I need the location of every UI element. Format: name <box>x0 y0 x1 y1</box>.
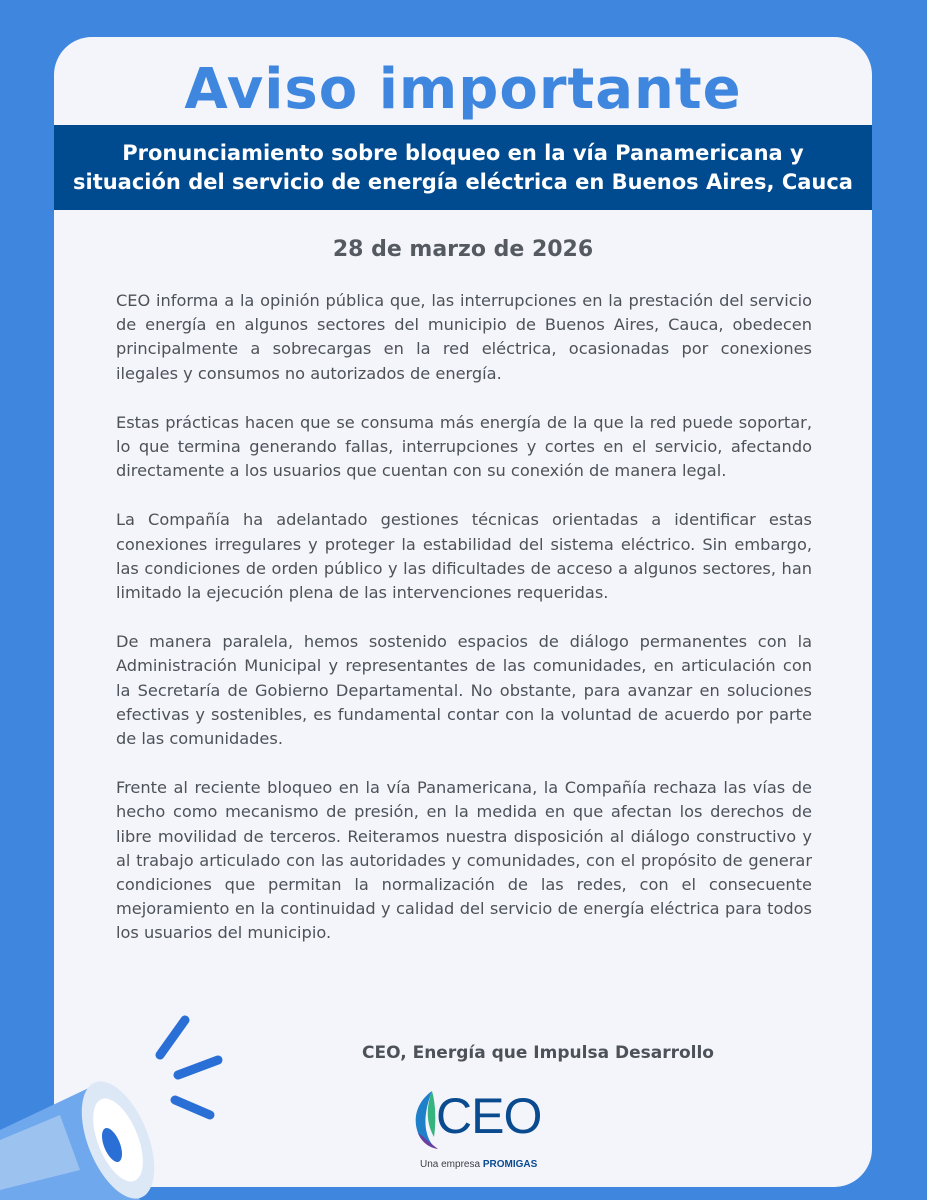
megaphone-icon <box>0 980 260 1200</box>
notice-date: 28 de marzo de 2026 <box>332 237 594 262</box>
signature: CEO, Energía que Impulsa Desarrollo <box>362 1043 714 1063</box>
tagline-prefix: Una empresa <box>420 1159 483 1170</box>
tagline-brand: PROMIGAS <box>482 1159 538 1170</box>
leaf-icon <box>406 1087 440 1151</box>
paragraph: De manera paralela, hemos sostenido espacios de diálogo permanentes con la Administración Municipal y representantes de las comunidades, en articulación con la Secretaría de Gobierno Departamental. No obstante, para avanzar en soluciones efectivas y sostenibles, es fundamental contar con la voluntad de acuerdo por parte de las comunidades. <box>116 632 812 749</box>
headline-line-2: situación del servicio de energía eléctrica en Buenos Aires, Cauca <box>73 169 853 194</box>
page-title: Aviso importante <box>184 57 742 122</box>
headline-banner <box>54 125 872 210</box>
notice-body <box>116 289 812 971</box>
headline-line-1: Pronunciamiento sobre bloqueo en la vía Panamericana y <box>122 140 804 165</box>
logo-tagline <box>420 1159 537 1170</box>
paragraph: Frente al reciente bloqueo en la vía Panamericana, la Compañía rechaza las vías de hecho como mecanismo de presión, en la medida en que afectan los derechos de libre movilidad de terceros. Reiteramos nuestra disposición al diálogo constructivo y al trabajo articulado con las autoridades y comunidades, con el propósito de generar condiciones que permitan la normalización de las redes, con el consecuente mejoramiento en la continuidad y calidad del servicio de energía eléctrica para todos los usuarios del municipio. <box>116 778 812 943</box>
ceo-logo <box>406 1087 542 1177</box>
paragraph: Estas prácticas hacen que se consuma más energía de la que la red puede soportar, lo que termina generando fallas, interrupciones y cortes en el servicio, afectando directamente a los usuarios que cuentan con su conexión de manera legal. <box>116 412 812 481</box>
logo-wordmark: CEO <box>436 1088 542 1144</box>
paragraph: CEO informa a la opinión pública que, las interrupciones en la prestación del servicio de energía en algunos sectores del municipio de Buenos Aires, Cauca, obedecen principalmente a sobrecargas en la red eléctrica, ocasionadas por conexiones ilegales y consumos no autorizados de energía. <box>116 291 812 383</box>
paragraph: La Compañía ha adelantado gestiones técnicas orientadas a identificar estas conexiones irregulares y proteger la estabilidad del sistema eléctrico. Sin embargo, las condiciones de orden público y las dificultades de acceso a algunos sectores, han limitado la ejecución plena de las intervenciones requeridas. <box>116 510 812 603</box>
